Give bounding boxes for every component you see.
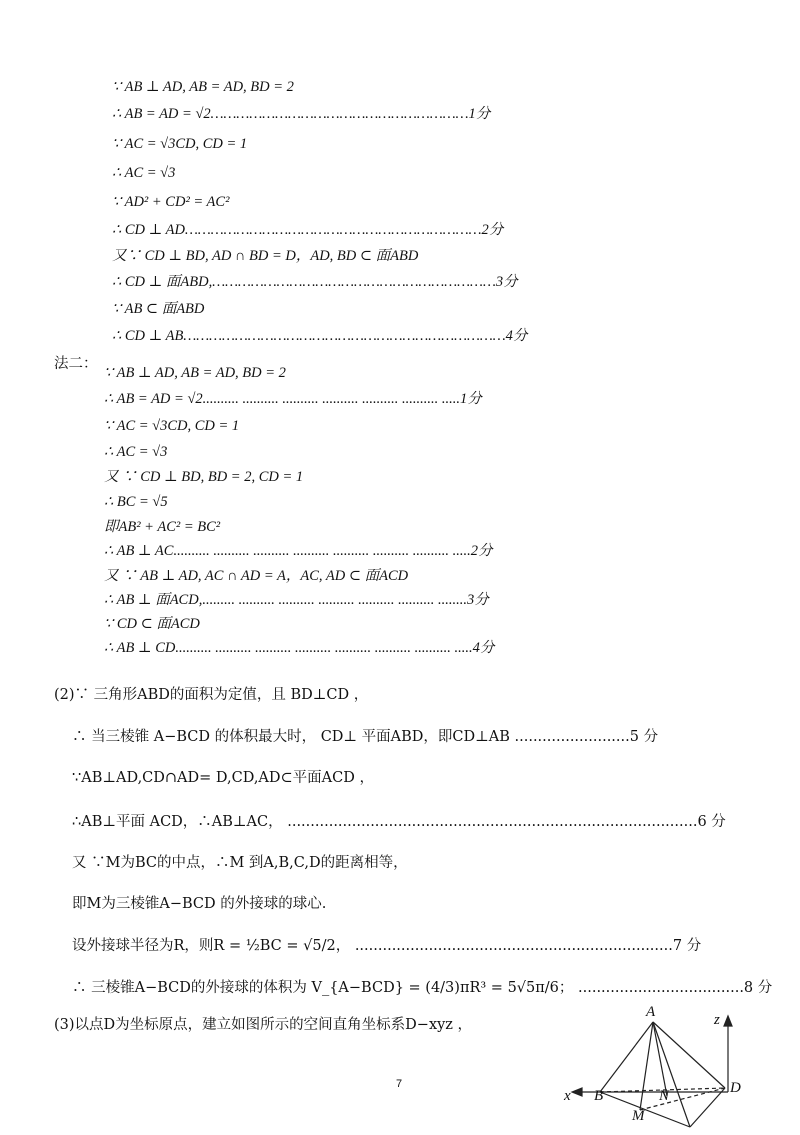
m2-line-6: ∴ BC = √5 [104, 494, 168, 510]
m2-line-3: ∵ AC = √3CD, CD = 1 [104, 418, 240, 434]
m2-line-12: ∴ AB ⊥ CD.......... .......... .......... .......... .......... .......... .......... .....4分 [104, 640, 495, 656]
m1-line-9: ∵ AB ⊂ 面ABD [112, 301, 205, 317]
m1-line-4: ∴ AC = √3 [112, 165, 176, 181]
p2-line-2: ∴ 当三棱锥 A−BCD 的体积最大时， CD⊥ 平面ABD，即CD⊥AB .........................5 分 [72, 729, 659, 745]
p2-line-3: ∵AB⊥AD,CD∩AD= D,CD,AD⊂平面ACD ， [72, 770, 374, 786]
p3-line-1: (3)以点D为坐标原点，建立如图所示的空间直角坐标系D−xyz ， [54, 1017, 473, 1033]
p2-line-1: (2)∵ 三角形ABD的面积为定值，且 BD⊥CD ， [54, 687, 369, 703]
m1-line-3: ∵ AC = √3CD, CD = 1 [112, 136, 248, 152]
label-n: N [659, 1088, 670, 1104]
label-m: M [632, 1108, 645, 1124]
m2-line-5: 又 ∵ CD ⊥ BD, BD = 2, CD = 1 [104, 469, 304, 485]
m2-line-11: ∵ CD ⊂ 面ACD [104, 616, 200, 632]
m2-line-1: ∵ AB ⊥ AD, AB = AD, BD = 2 [104, 365, 286, 381]
label-a: A [646, 1004, 656, 1020]
x-axis-arrow [572, 1088, 582, 1096]
m1-line-2: ∴ AB = AD = √2……………………………………………………1分 [112, 106, 491, 122]
m2-line-8: ∴ AB ⊥ AC.......... .......... .......... .......... .......... .......... .......... .....2分 [104, 543, 493, 559]
m2-line-4: ∴ AC = √3 [104, 444, 168, 460]
label-x: x [564, 1088, 571, 1104]
edge-am [640, 1022, 653, 1110]
m1-line-5: ∵ AD² + CD² = AC² [112, 194, 230, 210]
tetrahedron-svg [560, 1012, 780, 1131]
tetrahedron-figure [560, 1004, 780, 1135]
label-z: z [714, 1012, 720, 1028]
page-number: 7 [396, 1078, 403, 1090]
m1-line-8: ∴ CD ⊥ 面ABD,…………………………………………………………3分 [112, 274, 518, 290]
label-b: B [594, 1088, 604, 1104]
method2-label: 法二： [54, 356, 98, 372]
m1-line-10: ∴ CD ⊥ AB…………………………………………………………………4分 [112, 328, 528, 344]
p2-line-5: 又 ∵M为BC的中点，∴M 到A,B,C,D的距离相等， [72, 855, 408, 871]
edge-ab [600, 1022, 653, 1092]
m2-line-2: ∴ AB = AD = √2.......... .......... .......... .......... .......... .......... .....1分 [104, 391, 482, 407]
edge-bc [600, 1092, 690, 1127]
m2-line-10: ∴ AB ⊥ 面ACD,......... .......... .......... .......... .......... .......... ........3分 [104, 592, 489, 608]
z-axis-arrow [724, 1016, 732, 1026]
p2-line-6: 即M为三棱锥A−BCD 的外接球的球心. [72, 896, 327, 912]
edge-ac [653, 1022, 690, 1127]
m2-line-7: 即AB² + AC² = BC² [104, 519, 221, 535]
p2-line-4: ∴AB⊥平面 ACD，∴AB⊥AC， .........................................................................................6 分 [72, 814, 726, 830]
m1-line-6: ∴ CD ⊥ AD……………………………………………………………2分 [112, 222, 504, 238]
edge-cd [690, 1088, 725, 1127]
p2-line-7: 设外接球半径为R，则R = ½BC = √5/2， .....................................................................7 分 [72, 938, 702, 954]
m1-line-1: ∵ AB ⊥ AD, AB = AD, BD = 2 [112, 79, 294, 95]
label-d: D [730, 1080, 741, 1096]
m1-line-7: 又∵ CD ⊥ BD, AD ∩ BD = D，AD, BD ⊂ 面ABD [112, 248, 419, 264]
m2-line-9: 又 ∵ AB ⊥ AD, AC ∩ AD = A，AC, AD ⊂ 面ACD [104, 568, 409, 584]
p2-line-8: ∴ 三棱锥A−BCD的外接球的体积为 V_{A−BCD} = (4/3)πR³ = 5√5π/6； ....................................8 分 [72, 980, 773, 996]
